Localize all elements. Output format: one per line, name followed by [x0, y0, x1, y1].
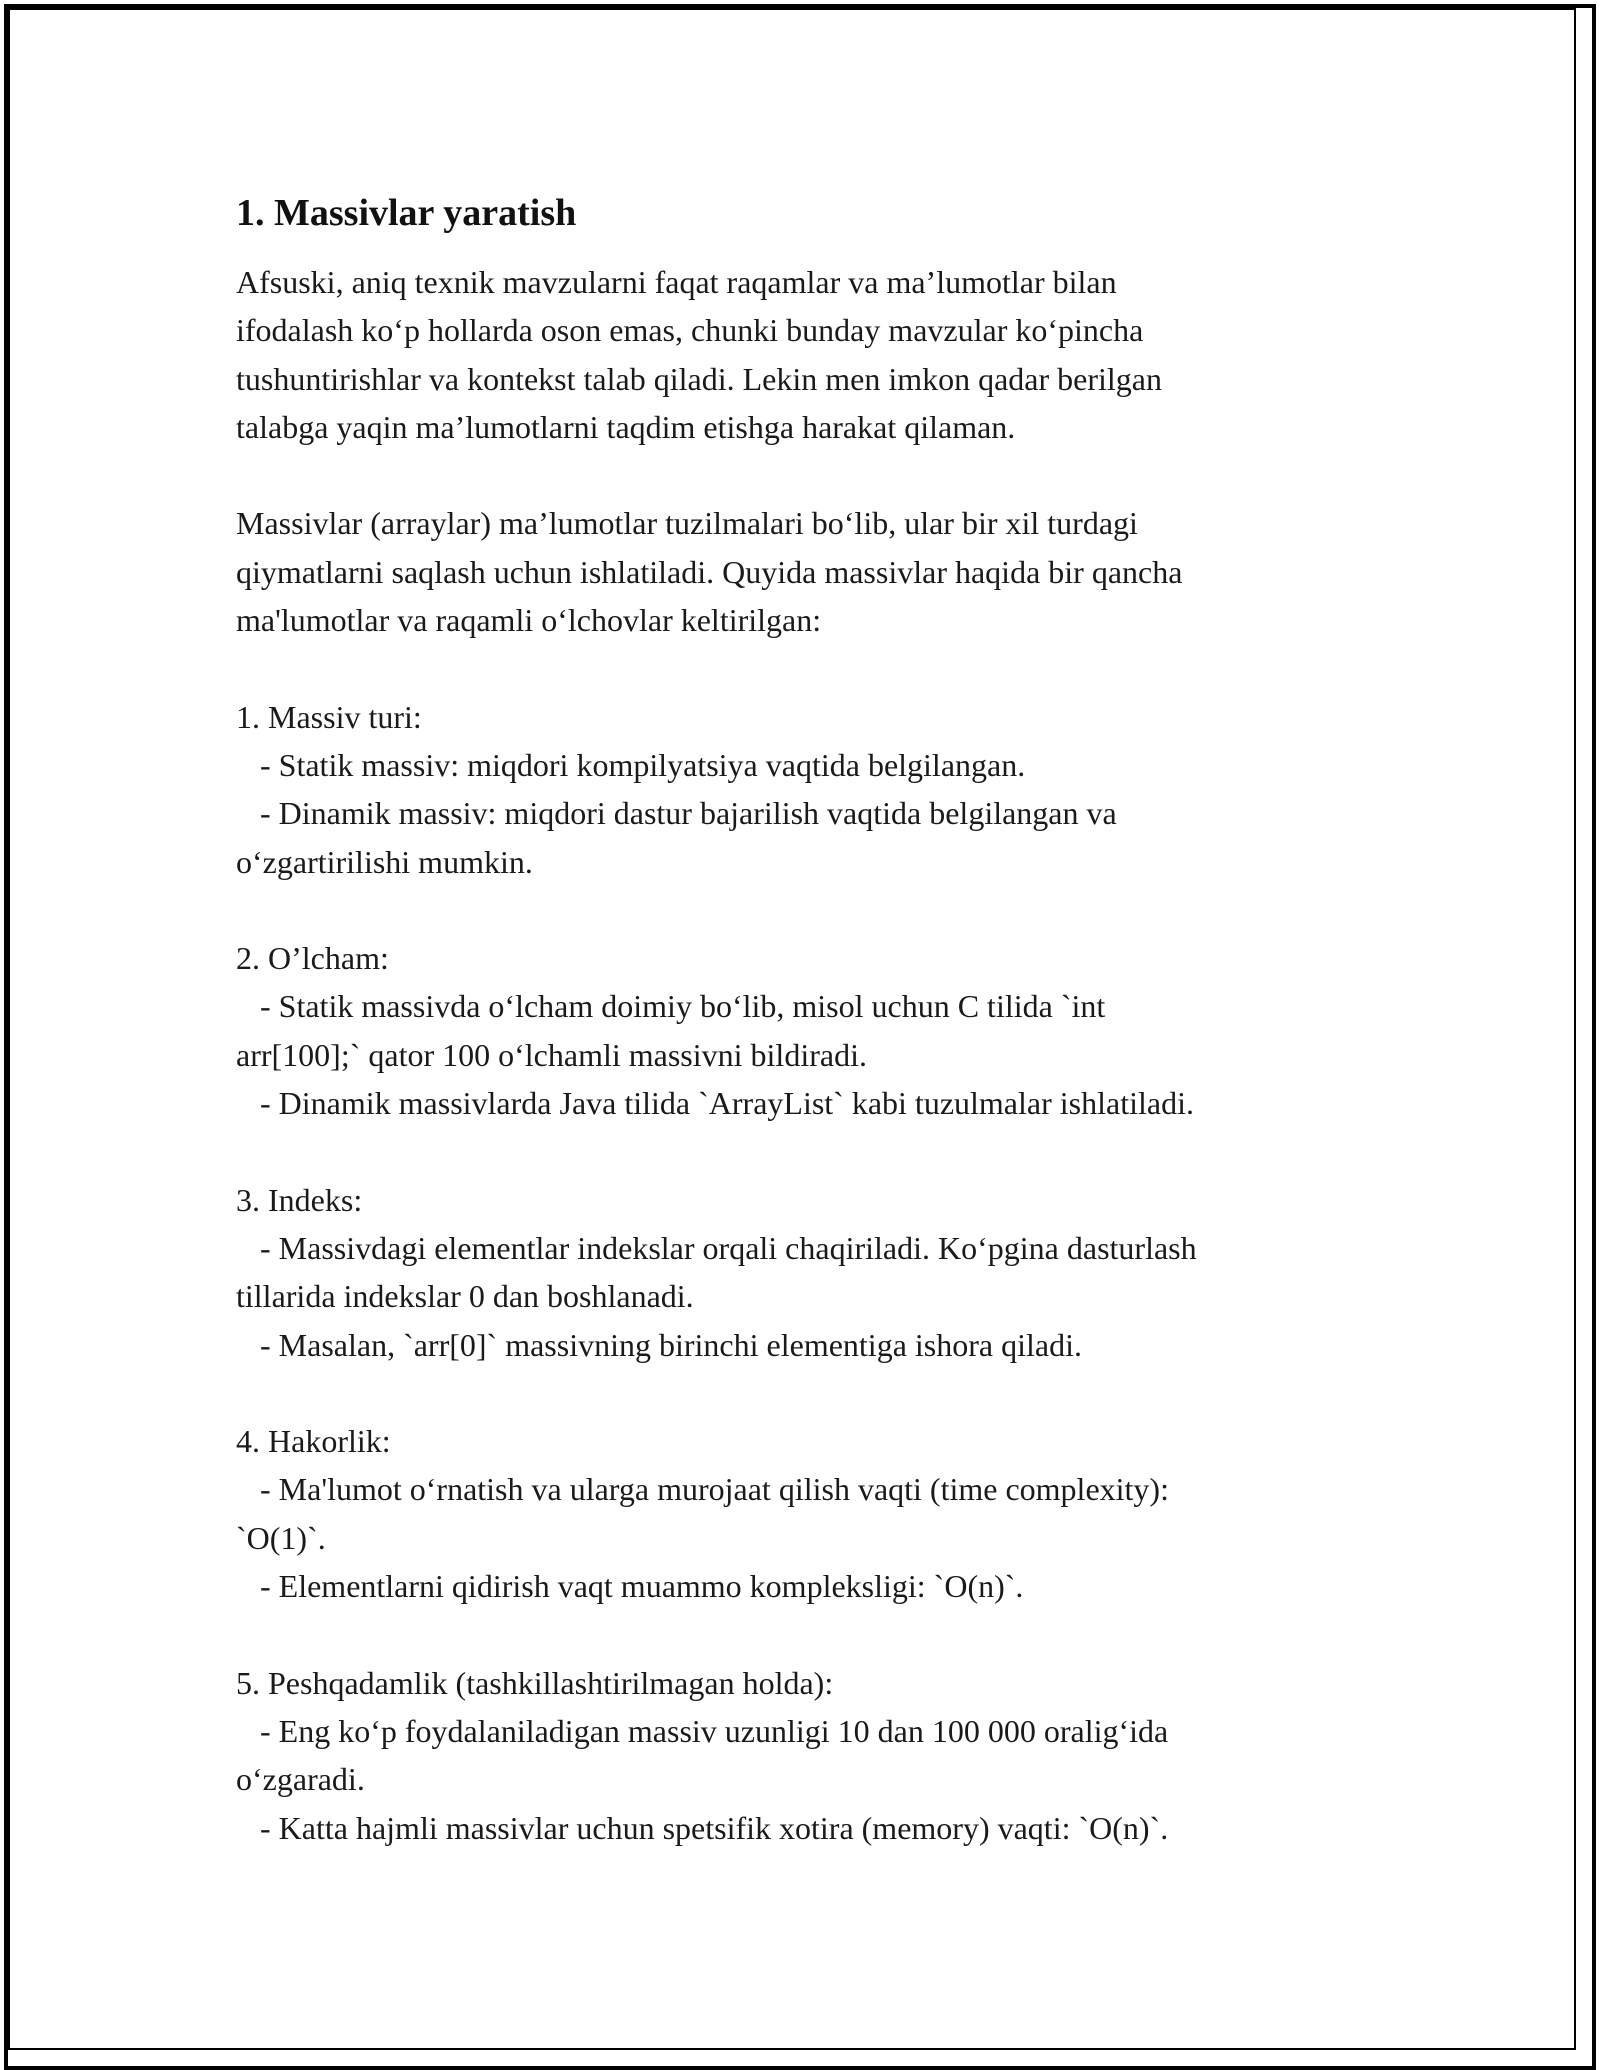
bullet-item: - Massivdagi elementlar indekslar orqali chaqiriladi. Ko‘pgina dasturlash tillarida indekslar 0 dan boshlanadi.: [236, 1229, 1197, 1315]
section-heading: 5. Peshqadamlik (tashkillashtirilmagan holda):: [236, 1664, 834, 1701]
section-heading: 2. O’lcham:: [236, 940, 389, 977]
bullet-item: - Elementlarni qidirish vaqt muammo kompleksligi: `O(n)`.: [236, 1568, 1024, 1605]
document-title: 1. Massivlar yaratish: [236, 192, 577, 234]
section-performance: [236, 1659, 1416, 1852]
section-heading: 3. Indeks:: [236, 1181, 363, 1218]
bullet-item: - Masalan, `arr[0]` massivning birinchi elementiga ishora qiladi.: [236, 1326, 1082, 1363]
section-array-type: [236, 693, 1416, 886]
section-index: [236, 1176, 1416, 1369]
section-heading: 1. Massiv turi:: [236, 698, 422, 735]
spacer: [236, 1369, 1416, 1417]
section-size: [236, 934, 1416, 1127]
section-complexity: [236, 1417, 1416, 1610]
bullet-item: - Statik massiv: miqdori kompilyatsiya vaqtida belgilangan.: [236, 746, 1026, 783]
bullet-item: - Dinamik massiv: miqdori dastur bajarilish vaqtida belgilangan va o‘zgartirilishi mumkin.: [236, 795, 1117, 880]
spacer: [236, 451, 1416, 499]
bullet-item: - Dinamik massivlarda Java tilida `ArrayList` kabi tuzulmalar ishlatiladi.: [236, 1085, 1194, 1122]
section-heading: 4. Hakorlik:: [236, 1423, 391, 1460]
intro-paragraph: Afsuski, aniq texnik mavzularni faqat raqamlar va ma’lumotlar bilan ifodalash ko‘p hollarda oson emas, chunki bunday mavzular ko‘pincha tushuntirishlar va kontekst talab qiladi. Lekin men imkon qadar berilgan talabga yaqin ma’lumotlarni taqdim etishga harakat qilaman.: [236, 264, 1162, 445]
bullet-item: - Katta hajmli massivlar uchun spetsifik xotira (memory) vaqti: `O(n)`.: [236, 1809, 1169, 1846]
spacer: [236, 1610, 1416, 1658]
bullet-item: - Statik massivda o‘lcham doimiy bo‘lib, misol uchun C tilida `int arr[100];` qator 100 o‘lchamli massivni bildiradi.: [236, 988, 1106, 1073]
bullet-item: - Ma'lumot o‘rnatish va ularga murojaat qilish vaqti (time complexity): `O(1)`.: [236, 1471, 1169, 1556]
document-body: [236, 182, 1416, 1852]
overview-paragraph: Massivlar (arraylar) ma’lumotlar tuzilmalari bo‘lib, ular bir xil turdagi qiymatlarni saqlash uchun ishlatiladi. Quyida massivlar haqida bir qancha ma'lumotlar va raqamli o‘lchovlar keltirilgan:: [236, 505, 1183, 639]
spacer: [236, 886, 1416, 934]
spacer: [236, 1127, 1416, 1175]
spacer: [236, 644, 1416, 692]
bullet-item: - Eng ko‘p foydalaniladigan massiv uzunligi 10 dan 100 000 oralig‘ida o‘zgaradi.: [236, 1712, 1169, 1798]
